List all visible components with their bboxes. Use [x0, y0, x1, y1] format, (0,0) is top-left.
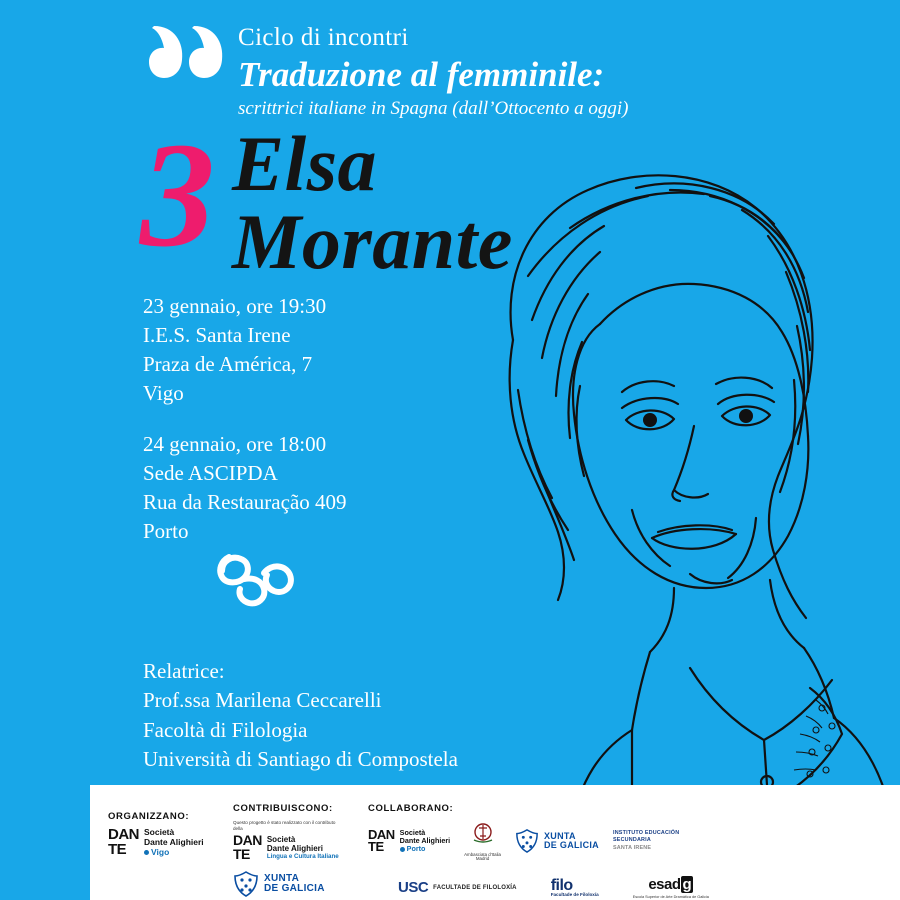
filo-name: filo: [550, 876, 573, 894]
event-city: Vigo: [143, 380, 184, 405]
ies-line1: INSTITUTO EDUCACIÓN: [613, 830, 680, 837]
xunta-name-line2: DE GALICIA: [543, 840, 599, 851]
esadg-logo: [633, 876, 709, 899]
event-date: 24 gennaio, ore 18:00: [143, 431, 327, 456]
speaker-role: Relatrice:: [143, 659, 225, 683]
dante-monogram-line2: TE: [233, 845, 250, 862]
xunta-name-line1: XUNTA: [543, 830, 576, 841]
dante-text-line2: Dante Alighieri: [399, 836, 451, 845]
xunta-emblem-icon: [515, 829, 539, 853]
dante-monogram-line1: DAN: [233, 832, 262, 849]
author-name: [232, 120, 513, 286]
series-label: Ciclo di incontri: [238, 24, 409, 51]
xunta-emblem-icon: [233, 871, 259, 897]
speaker-block: [143, 657, 458, 775]
event-venue: Sede ASCIPDA: [143, 460, 278, 485]
ascipda-monogram-icon: [212, 553, 296, 613]
organizzano-logos: [108, 828, 233, 857]
organizzano-heading: ORGANIZZANO:: [108, 811, 190, 822]
usc-faculty-text: FACULTADE DE FILOLOXÍA: [433, 884, 517, 891]
author-last-name: Morante: [232, 198, 513, 286]
filoloxia-logo: [550, 876, 599, 898]
dante-text-line2: Dante Alighieri: [144, 836, 204, 847]
collaborano-heading: COLLABORANO:: [368, 803, 454, 814]
speaker-university: Università di Santiago di Compostela: [143, 747, 458, 772]
xunta-name-line1: XUNTA: [264, 872, 300, 884]
ies-line3: SANTA IRENE: [613, 844, 652, 851]
page-subtitle: scrittrici italiane in Spagna (dall’Ottocento a oggi): [238, 97, 629, 119]
xunta-name-line2: DE GALICIA: [264, 883, 325, 895]
footer-column-contribuiscono: [233, 793, 368, 900]
dante-monogram-line2: TE: [108, 840, 127, 858]
dante-text-line1: Società: [399, 827, 426, 837]
esad-name: esad: [648, 876, 681, 894]
usc-letters: USC: [398, 879, 429, 897]
dante-monogram-line1: DAN: [368, 826, 395, 842]
ies-line2: SECUNDARIA: [613, 837, 651, 844]
dante-text-line1: Società: [144, 827, 175, 837]
session-number: 3: [140, 112, 215, 278]
dante-monogram-line2: TE: [368, 839, 384, 855]
contribuiscono-note: Questo progetto è stato realizzato con il contributo della: [233, 820, 336, 831]
esad-sub: Escola Superior de Arte Dramática de Galicia: [632, 895, 709, 900]
dante-text-line3: Porto: [406, 844, 426, 854]
ies-santa-irene-logo: [613, 830, 679, 852]
filo-sub: Facultade de Filoloxía: [550, 891, 599, 897]
dante-dot-icon: [400, 847, 405, 852]
ambasciata-city: Madrid: [475, 856, 490, 862]
header-text-block: [238, 24, 629, 120]
ambasciata-italia-logo: [464, 820, 501, 862]
esad-highlight: g: [682, 876, 692, 894]
page-title: Traduzione al femminile:: [238, 54, 605, 94]
dante-text-line3: Vigo: [151, 846, 170, 857]
event-item: [143, 430, 347, 546]
xunta-de-galicia-logo: [233, 871, 325, 897]
event-address: Rua da Restauração 409: [143, 489, 347, 514]
footer-column-collaborano: [368, 793, 890, 900]
speaker-faculty: Facoltà di Filologia: [143, 717, 308, 742]
italian-republic-emblem-icon: [470, 820, 496, 846]
collaborano-logos-row-1: [368, 820, 890, 862]
footer-column-organizzano: [108, 793, 233, 900]
contribuiscono-logo-xunta: [233, 871, 368, 897]
dante-text-line2: Dante Alighieri: [266, 844, 323, 854]
event-venue: I.E.S. Santa Irene: [143, 322, 291, 347]
contribuiscono-heading: CONTRIBUISCONO:: [233, 803, 333, 814]
event-address: Praza de América, 7: [143, 351, 313, 376]
dante-alighieri-porto-logo: [368, 826, 451, 855]
event-city: Porto: [143, 518, 189, 543]
dante-alighieri-vigo-logo: [108, 828, 204, 857]
dante-monogram-line1: DAN: [108, 826, 139, 844]
speaker-name: Prof.ssa Marilena Ceccarelli: [143, 688, 382, 713]
contribuiscono-logo-dante: [233, 834, 368, 861]
ambasciata-name: Ambasciata d’Italia: [464, 851, 501, 857]
event-date: 23 gennaio, ore 19:30: [143, 294, 327, 318]
sponsor-footer: [90, 785, 900, 900]
dante-text-line1: Società: [266, 835, 296, 845]
dante-text-line3: Lingua e Cultura Italiane: [266, 853, 339, 861]
quotation-mark-icon: [148, 22, 228, 82]
collaborano-logos-row-2: [368, 876, 890, 899]
usc-logo: [398, 879, 517, 896]
dante-dot-icon: [144, 850, 149, 855]
event-item: [143, 292, 347, 408]
dante-alighieri-lingua-logo: [233, 834, 339, 861]
xunta-de-galicia-logo-collab: [515, 829, 599, 853]
events-list: [143, 292, 347, 546]
author-first-name: Elsa: [232, 120, 378, 207]
